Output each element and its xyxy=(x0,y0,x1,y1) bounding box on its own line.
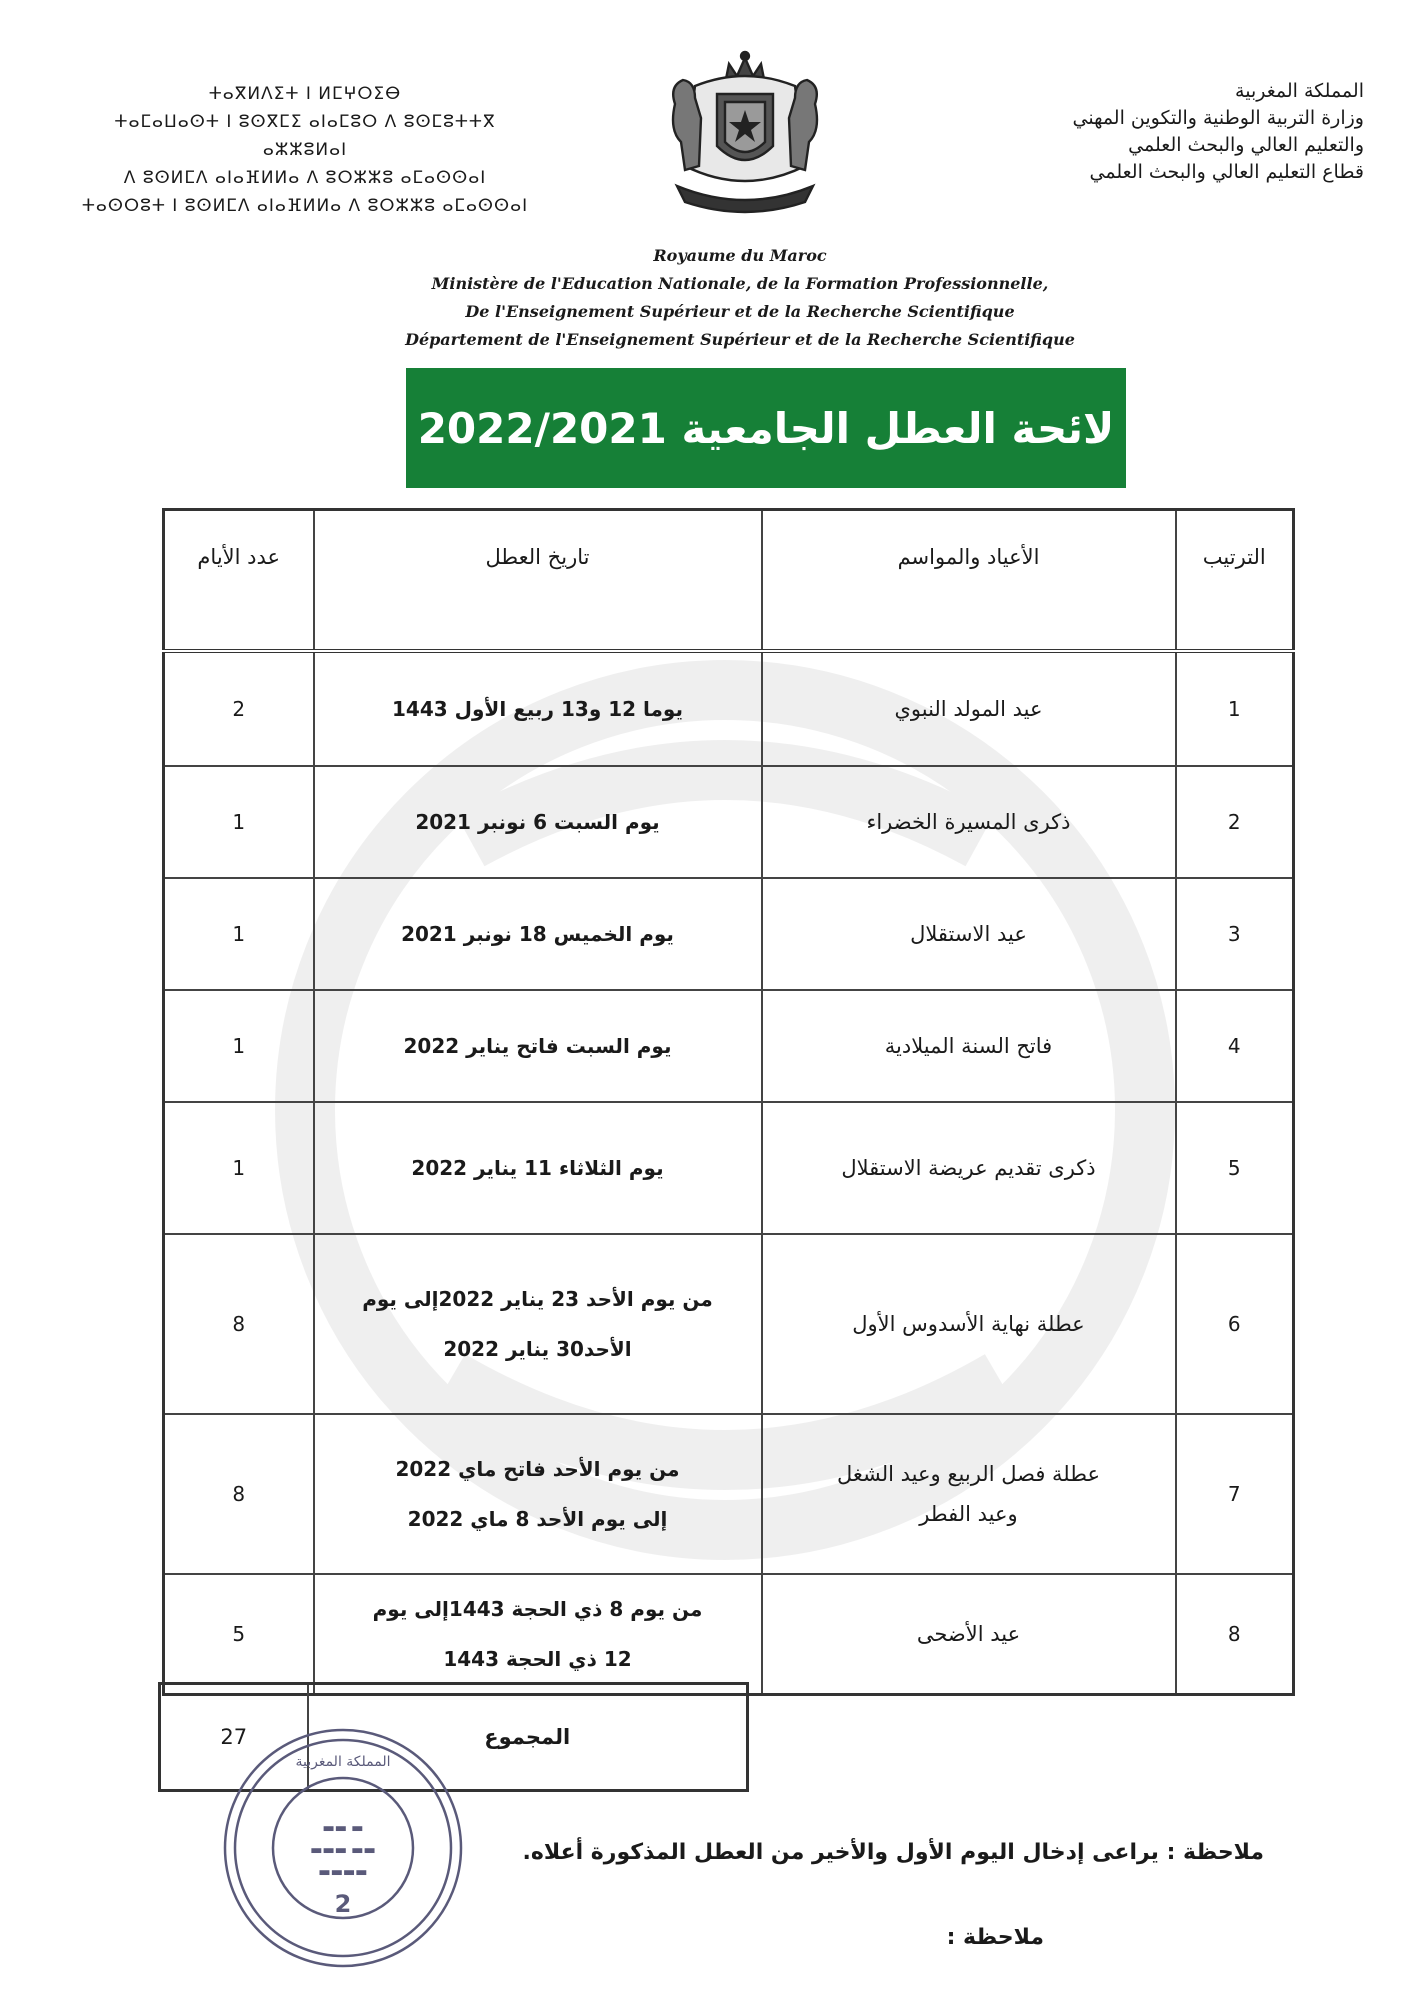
stamp-text: المملكة المغربية xyxy=(295,1754,391,1770)
header-arabic-line: والتعليم العالي والبحث العلمي xyxy=(1128,134,1364,156)
days-cell: 1 xyxy=(164,1102,314,1234)
days-cell: 1 xyxy=(164,766,314,878)
header-tifinagh-line: ⴷ ⵓⵙⵍⵎⴷ ⴰⵏⴰⴼⵍⵍⴰ ⴷ ⵓⵔⵣⵣⵓ ⴰⵎⴰⵙⵙⴰⵏ xyxy=(123,168,487,188)
date-text: من يوم الأحد فاتح ماي 2022 xyxy=(395,1457,680,1481)
date-text: يوم السبت فاتح يناير 2022 xyxy=(403,1034,672,1058)
table-header-row xyxy=(164,510,1294,652)
occasion-cell xyxy=(762,878,1176,990)
days-cell: 5 xyxy=(164,1574,314,1694)
official-round-stamp-icon xyxy=(218,1722,468,1974)
date-text-line2: إلى يوم الأحد 8 ماي 2022 xyxy=(407,1507,668,1531)
date-cell xyxy=(314,766,762,878)
occasion-cell xyxy=(762,1102,1176,1234)
rank-cell: 6 xyxy=(1176,1234,1294,1414)
date-cell xyxy=(314,1102,762,1234)
rank-cell: 5 xyxy=(1176,1102,1294,1234)
stamp-number: 2 xyxy=(334,1890,352,1918)
rank-cell: 2 xyxy=(1176,766,1294,878)
table-row xyxy=(164,990,1294,1102)
occasion-cell xyxy=(762,1414,1176,1574)
total-value: 27 xyxy=(160,1684,308,1791)
header-rank: الترتيب xyxy=(1176,510,1294,652)
date-text: يوم الخميس 18 نونبر 2021 xyxy=(401,922,674,946)
occasion-cell xyxy=(762,766,1176,878)
rank-cell: 4 xyxy=(1176,990,1294,1102)
rank-cell: 7 xyxy=(1176,1414,1294,1574)
rank-cell: 8 xyxy=(1176,1574,1294,1694)
header-occasion: الأعياد والمواسم xyxy=(762,510,1176,652)
page-title-text: لائحة العطل الجامعية 2022/2021 xyxy=(417,403,1115,453)
occasion-cell xyxy=(762,1234,1176,1414)
rank-cell: 3 xyxy=(1176,878,1294,990)
header-french-line: Royaume du Maroc xyxy=(653,246,827,265)
days-cell: 1 xyxy=(164,878,314,990)
date-text: يوم السبت 6 نونبر 2021 xyxy=(415,810,660,834)
table-row xyxy=(164,1414,1294,1574)
occasion-text-line2: وعيد الفطر xyxy=(919,1502,1018,1526)
header-arabic-line: وزارة التربية الوطنية والتكوين المهني xyxy=(1072,107,1364,129)
date-cell xyxy=(314,990,762,1102)
header-arabic-line: قطاع التعليم العالي والبحث العلمي xyxy=(1089,161,1364,183)
table-row xyxy=(164,651,1294,766)
note-1: ملاحظة : يراعى إدخال اليوم الأول والأخير من العطل المذكورة أعلاه. xyxy=(522,1840,1264,1865)
occasion-text: عيد المولد النبوي xyxy=(894,697,1043,721)
rank-cell: 1 xyxy=(1176,651,1294,766)
svg-text:▬▬▬ ▬▬: ▬▬▬ ▬▬ xyxy=(310,1843,376,1858)
note-2: ملاحظة : xyxy=(946,1925,1044,1950)
occasion-text: ذكرى المسيرة الخضراء xyxy=(866,810,1071,834)
days-cell: 1 xyxy=(164,990,314,1102)
date-cell xyxy=(314,878,762,990)
header-dates: تاريخ العطل xyxy=(314,510,762,652)
days-cell: 2 xyxy=(164,651,314,766)
header-french-line: De l'Enseignement Supérieur et de la Recherche Scientifique xyxy=(465,302,1015,321)
page-title xyxy=(406,368,1126,488)
header-french-line: Ministère de l'Education Nationale, de la Formation Professionnelle, xyxy=(431,274,1049,293)
occasion-cell xyxy=(762,990,1176,1102)
date-text: من يوم 8 ذي الحجة 1443إلى يوم xyxy=(372,1596,703,1621)
occasion-text: عطلة نهاية الأسدوس الأول xyxy=(852,1312,1085,1336)
moroccan-coat-of-arms-icon xyxy=(655,46,835,220)
header-french xyxy=(400,242,1080,354)
header-tifinagh-line: ⵜⴰⵎⴰⵡⴰⵙⵜ ⵏ ⵓⵙⴳⵎⵉ ⴰⵏⴰⵎⵓⵔ ⴷ ⵓⵙⵎⵓⵜⵜⴳ ⴰⵣⵣⵓⵍⴰⵏ xyxy=(114,112,496,160)
date-text: من يوم الأحد 23 يناير 2022إلى يوم xyxy=(362,1287,713,1311)
occasion-text: ذكرى تقديم عريضة الاستقلال xyxy=(841,1156,1096,1180)
date-text: يوم الثلاثاء 11 يناير 2022 xyxy=(411,1156,664,1180)
date-text: يوما 12 و13 ربيع الأول 1443 xyxy=(392,697,683,721)
header-tifinagh-line: ⵜⴰⴳⵍⴷⵉⵜ ⵏ ⵍⵎⵖⵔⵉⴱ xyxy=(208,84,402,104)
occasion-text: عيد الأضحى xyxy=(916,1621,1021,1646)
date-cell xyxy=(314,1414,762,1574)
table-row xyxy=(164,766,1294,878)
date-cell xyxy=(314,1574,762,1694)
occasion-text: عطلة فصل الربيع وعيد الشغل xyxy=(836,1462,1101,1486)
holidays-table xyxy=(162,508,1295,1696)
total-label: المجموع xyxy=(308,1684,748,1791)
header-days: عدد الأيام xyxy=(164,510,314,652)
occasion-cell xyxy=(762,1574,1176,1694)
days-cell: 8 xyxy=(164,1234,314,1414)
days-cell: 8 xyxy=(164,1414,314,1574)
date-cell xyxy=(314,651,762,766)
header-arabic xyxy=(1004,78,1364,186)
header-tifinagh xyxy=(70,80,540,220)
header-french-line: Département de l'Enseignement Supérieur et de la Recherche Scientifique xyxy=(405,330,1075,349)
svg-text:▬▬ ▬: ▬▬ ▬ xyxy=(322,1821,364,1836)
table-row xyxy=(164,1574,1294,1694)
occasion-cell xyxy=(762,651,1176,766)
occasion-text: عيد الاستقلال xyxy=(910,922,1027,946)
table-row xyxy=(164,1234,1294,1414)
header-tifinagh-line: ⵜⴰⵙⵔⵓⵜ ⵏ ⵓⵙⵍⵎⴷ ⴰⵏⴰⴼⵍⵍⴰ ⴷ ⵓⵔⵣⵣⵓ ⴰⵎⴰⵙⵙⴰⵏ xyxy=(81,196,529,216)
date-cell xyxy=(314,1234,762,1414)
occasion-text: فاتح السنة الميلادية xyxy=(884,1034,1053,1058)
svg-text:▬▬▬▬: ▬▬▬▬ xyxy=(318,1865,368,1880)
table-row xyxy=(164,878,1294,990)
date-text-line2: الأحد30 يناير 2022 xyxy=(443,1337,632,1361)
date-text-line2: 12 ذي الحجة 1443 xyxy=(443,1646,632,1671)
header-arabic-line: المملكة المغربية xyxy=(1235,80,1364,102)
table-row xyxy=(164,1102,1294,1234)
